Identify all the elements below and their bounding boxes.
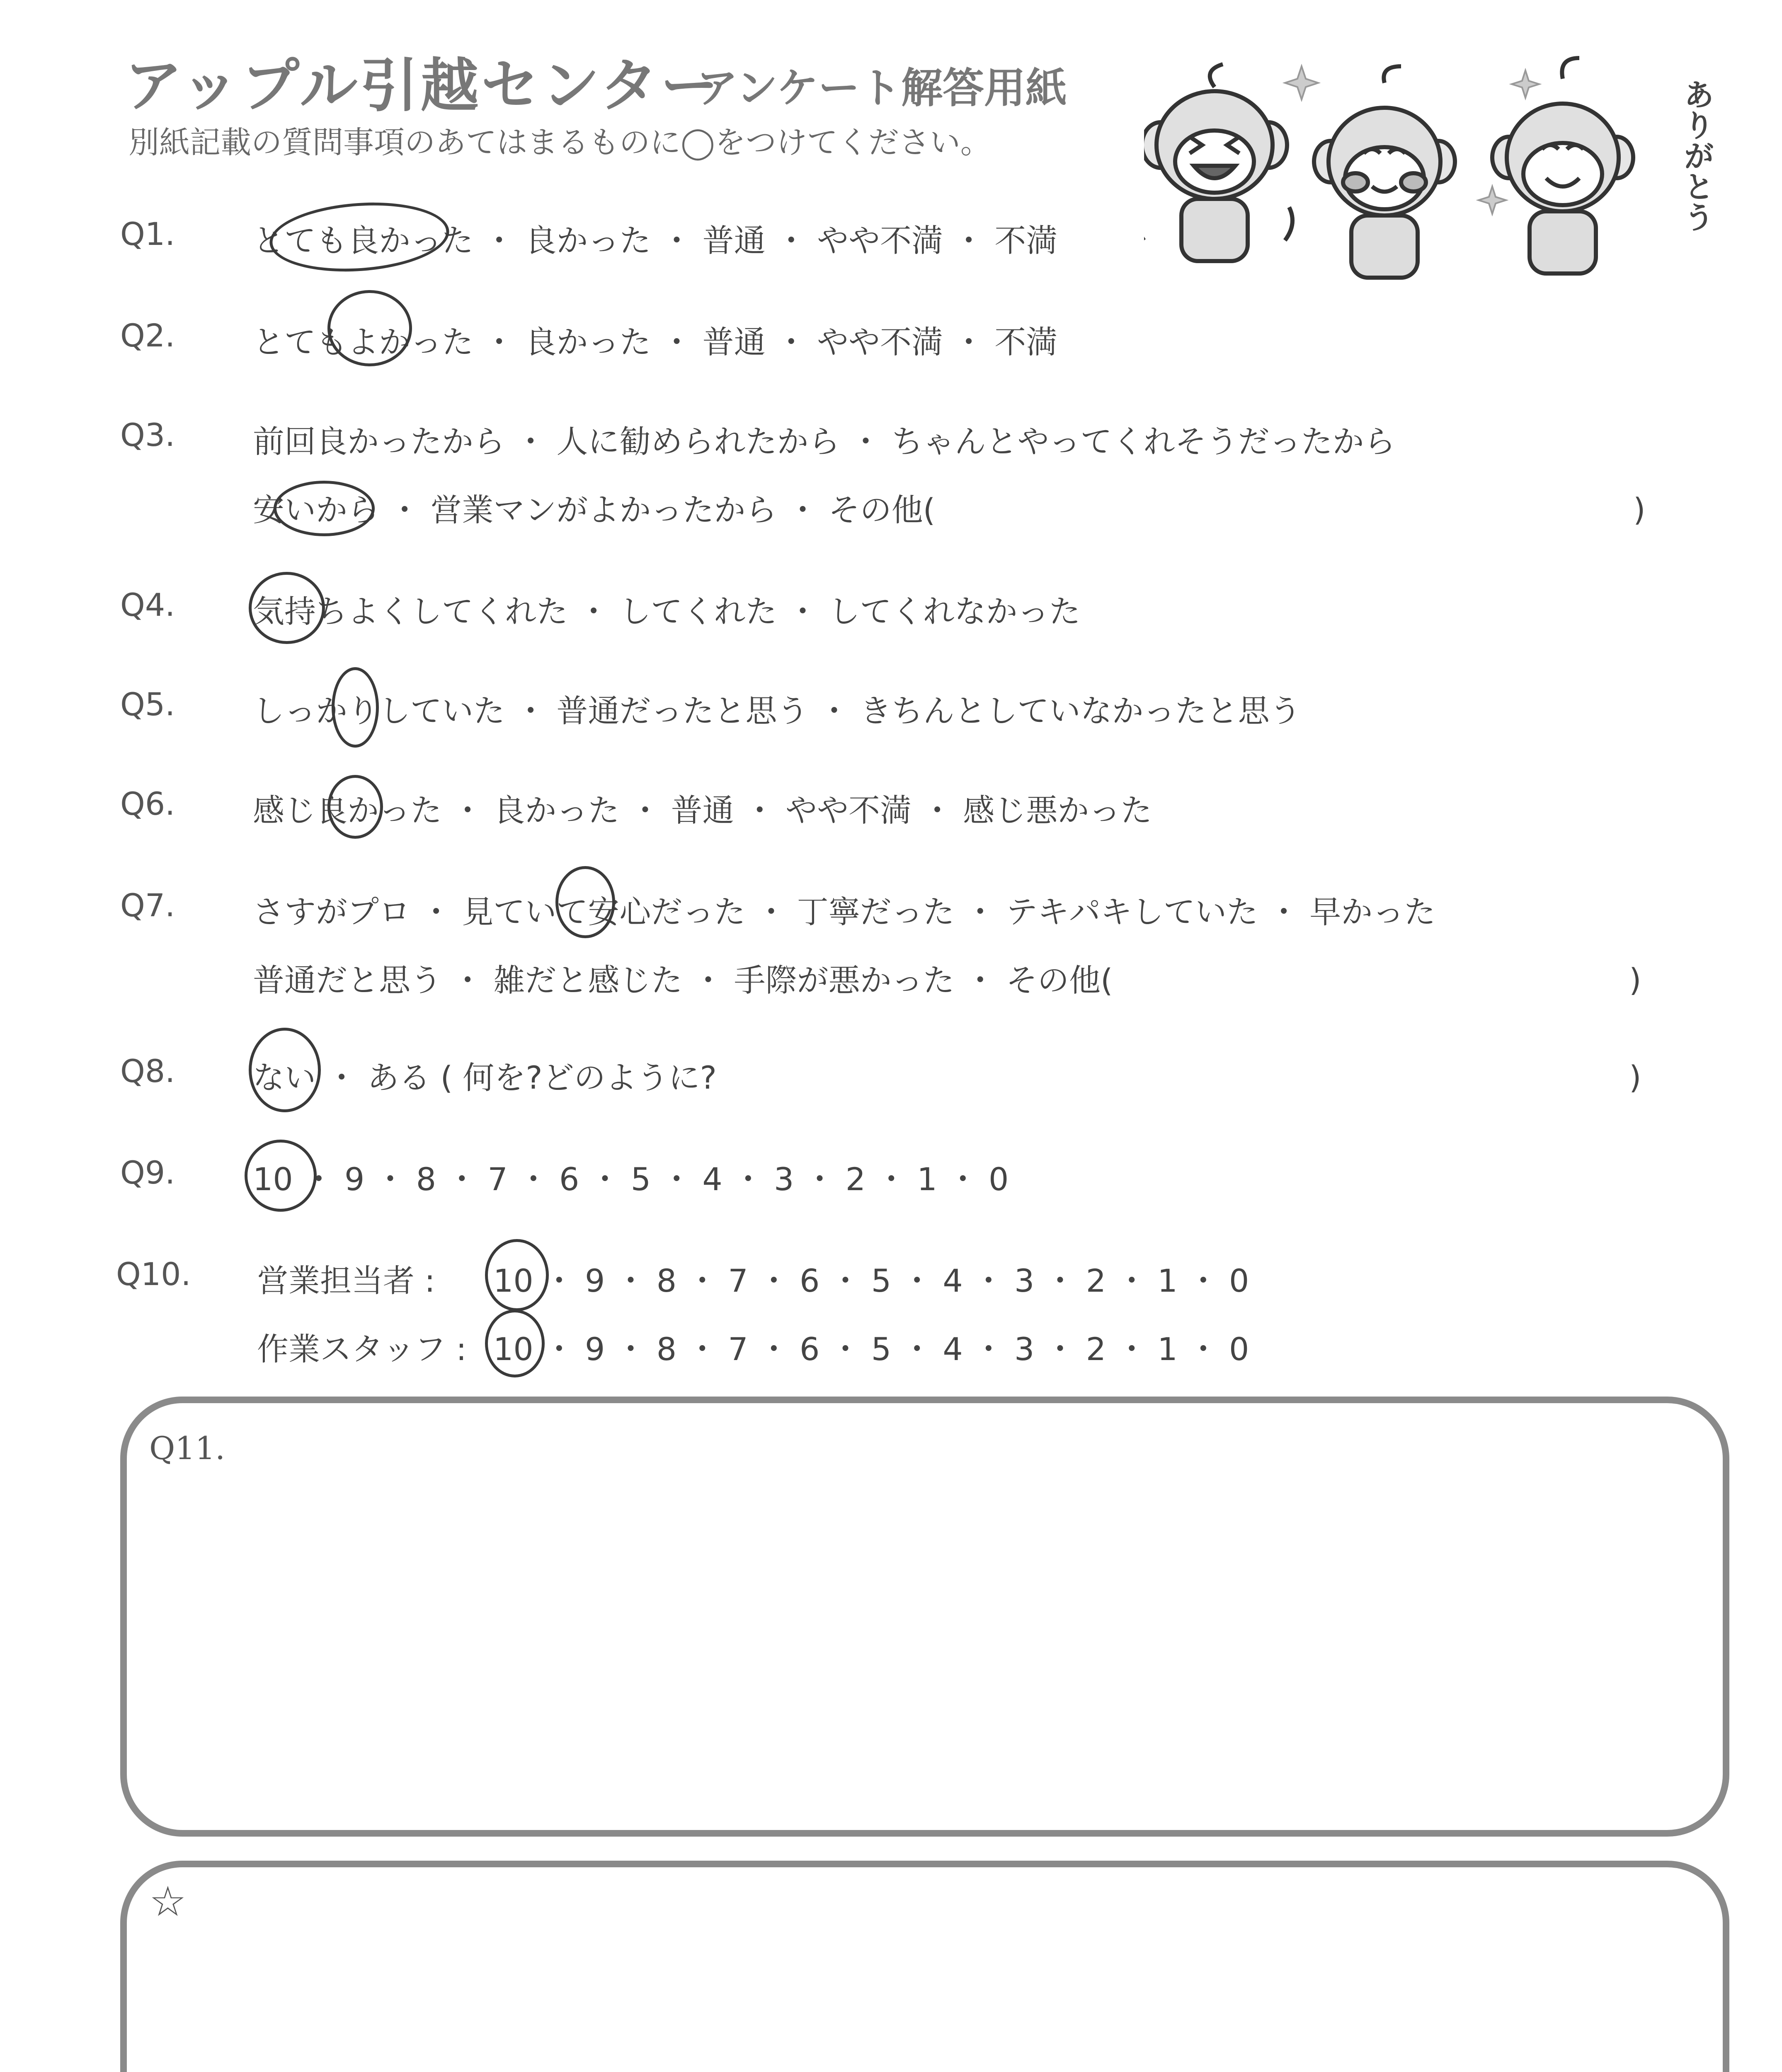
instruction-text: 別紙記載の質問事項のあてはまるものに◯をつけてください。 [128, 125, 991, 160]
q10-sales-scale: 10 ・ 9 ・ 8 ・ 7 ・ 6 ・ 5 ・ 4 ・ 3 ・ 2 ・ 1 ・ 0 [493, 1262, 1249, 1299]
q10-number: Q10. [116, 1256, 191, 1293]
q8-close-paren: ) [1629, 1059, 1641, 1096]
thanks-text: ありがとう [1679, 79, 1714, 232]
q8-options: ない ・ ある ( 何を?どのように? [253, 1059, 717, 1096]
monkey-mascots-illustration [1144, 50, 1724, 282]
q1-number: Q1. [120, 215, 175, 252]
q4-answer-circle [249, 572, 325, 644]
q3-answer-circle [274, 481, 375, 536]
q10-staff-answer-circle [485, 1310, 545, 1377]
q3-options-line1: 前回良かったから ・ 人に勧められたから ・ ちゃんとやってくれそうだったから [253, 423, 1396, 460]
q4-number: Q4. [120, 586, 175, 623]
survey-title: アップル引越センター [124, 52, 721, 120]
q11-label: Q11. [149, 1430, 225, 1467]
q7-answer-circle [555, 866, 615, 938]
q3-close-paren: ) [1633, 491, 1646, 528]
q9-answer-circle [245, 1140, 317, 1212]
star-label: ☆ [149, 1877, 187, 1926]
q3-number: Q3. [120, 416, 175, 453]
q6-number: Q6. [120, 785, 175, 822]
monkey-laughing-icon [1144, 64, 1292, 261]
q1-answer-circle [267, 197, 451, 277]
q10-staff-label: 作業スタッフ : [257, 1331, 467, 1368]
q8-number: Q8. [120, 1053, 175, 1089]
q10-staff-scale: 10 ・ 9 ・ 8 ・ 7 ・ 6 ・ 5 ・ 4 ・ 3 ・ 2 ・ 1 ・ 0 [493, 1331, 1249, 1368]
q7-options-line2: 普通だと思う ・ 雑だと感じた ・ 手際が悪かった ・ その他( [253, 962, 1113, 999]
q7-options-line1: さすがプロ ・ 見ていて安心だった ・ 丁寧だった ・ テキパキしていた ・ 早かった [253, 893, 1436, 930]
q5-answer-circle [332, 667, 379, 748]
q3-options-line2: 安いから ・ 営業マンがよかったから ・ その他( [253, 491, 936, 528]
q8-answer-circle [249, 1028, 321, 1112]
q2-options: とてもよかった ・ 良かった ・ 普通 ・ やや不満 ・ 不満 [253, 324, 1058, 361]
monkey-smiling-icon [1314, 66, 1455, 278]
monkey-happy-icon [1492, 58, 1633, 274]
q5-options: しっかりしていた ・ 普通だったと思う ・ きちんとしていなかったと思う [253, 692, 1301, 729]
star-comment-box [120, 1861, 1729, 2072]
q10-sales-label: 営業担当者 : [257, 1262, 435, 1299]
q2-number: Q2. [120, 317, 175, 354]
q7-close-paren: ) [1629, 961, 1641, 998]
survey-subtitle: アンケート解答用紙 [696, 64, 1067, 112]
q11-comment-box [120, 1397, 1729, 1837]
q10-sales-answer-circle [485, 1239, 549, 1311]
q1-options: とても良かった ・ 良かった ・ 普通 ・ やや不満 ・ 不満 [253, 222, 1058, 259]
q4-options: 気持ちよくしてくれた ・ してくれた ・ してくれなかった [253, 593, 1081, 630]
q2-answer-circle [327, 290, 412, 366]
q6-answer-circle [327, 775, 383, 839]
q9-scale: 10 ・ 9 ・ 8 ・ 7 ・ 6 ・ 5 ・ 4 ・ 3 ・ 2 ・ 1 ・ 0 [253, 1161, 1009, 1198]
q6-options: 感じ良かった ・ 良かった ・ 普通 ・ やや不満 ・ 感じ悪かった [253, 792, 1152, 829]
q7-number: Q7. [120, 887, 175, 924]
q5-number: Q5. [120, 686, 175, 723]
q9-number: Q9. [120, 1154, 175, 1191]
